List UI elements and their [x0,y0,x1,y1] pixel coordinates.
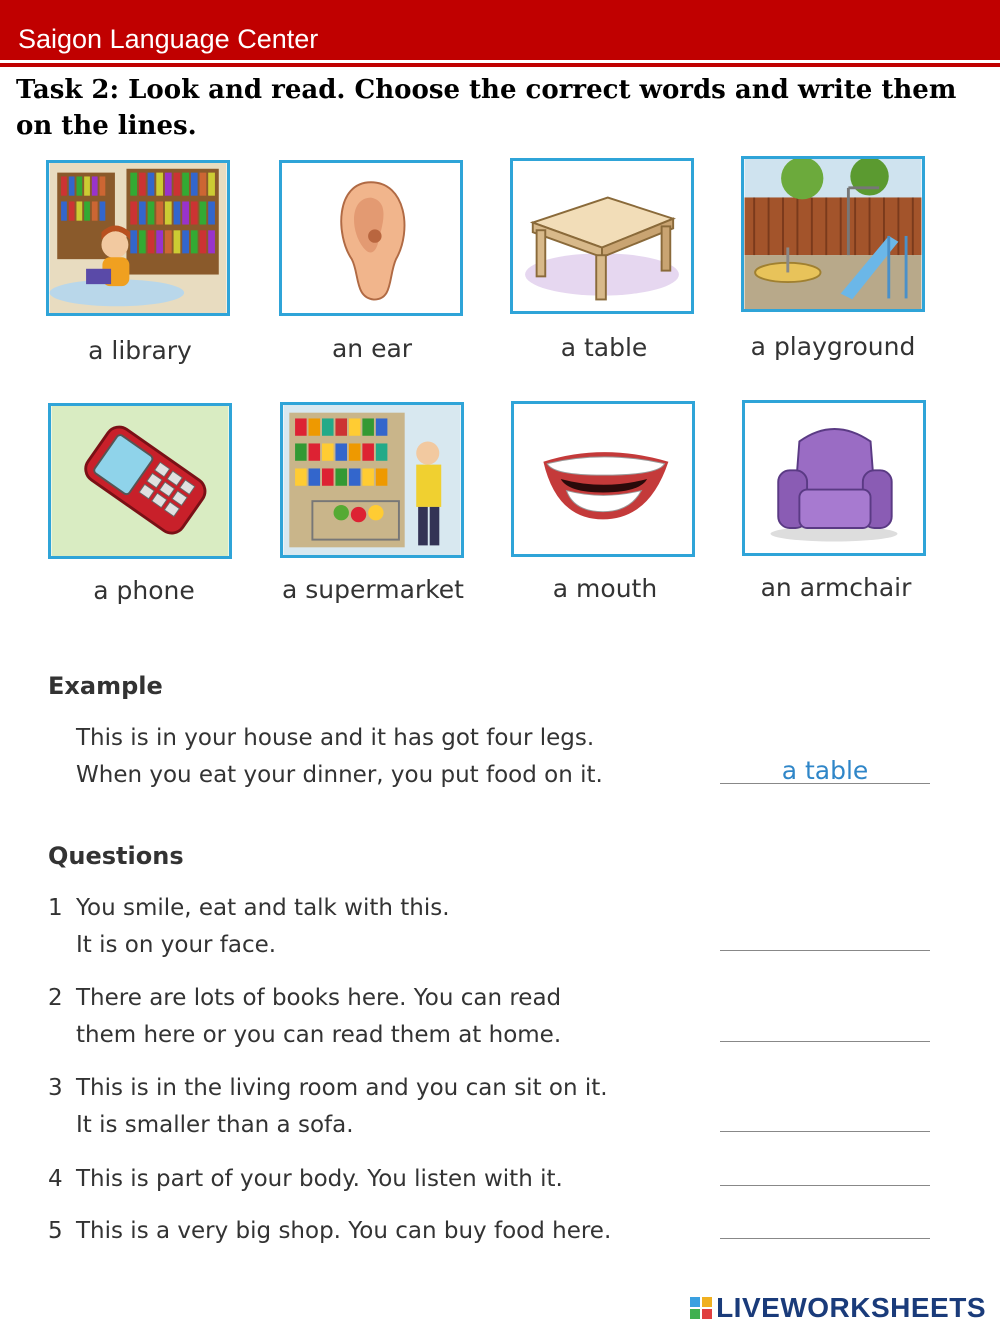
word-label-armchair: an armchair [760,573,912,602]
question-number: 5 [48,1218,63,1244]
question-5-line-1: This is a very big shop. You can buy food here. [76,1218,612,1244]
word-label-library: a library [88,336,192,365]
question-1-line-1: You smile, eat and talk with this. [76,895,450,921]
question-number: 1 [48,895,63,921]
questions-heading: Questions [48,842,184,870]
word-label-ear: an ear [331,334,413,363]
question-2-line-2: them here or you can read them at home. [76,1022,562,1048]
question-number: 2 [48,985,63,1011]
answer-line-2[interactable] [720,1041,930,1042]
task-title: Task 2: Look and read. Choose the correct words and write them on the lines. [16,75,957,141]
answer-line-4[interactable] [720,1185,930,1186]
question-2-line-1: There are lots of books here. You can read [76,985,562,1011]
mouth-icon [511,401,695,557]
question-number: 3 [48,1075,63,1101]
ear-icon [279,160,463,316]
answer-line-1[interactable] [720,950,930,951]
question-3-line-2: It is smaller than a sofa. [76,1112,354,1138]
header-divider [0,63,1000,67]
table-icon [510,158,694,314]
example-heading: Example [48,672,163,700]
library-icon [46,160,230,316]
example-line-1: This is in your house and it has got four legs. [76,725,595,751]
footer-brand[interactable] [690,1292,986,1324]
question-1-line-2: It is on your face. [76,932,277,958]
supermarket-icon [280,402,464,558]
example-answer-line [720,783,930,784]
liveworksheets-logo-icon [690,1297,712,1319]
example-answer: a table [781,756,869,785]
word-label-phone: a phone [93,576,195,605]
header-title: Saigon Language Center [18,24,319,54]
word-label-supermarket: a supermarket [282,575,464,604]
question-3-line-1: This is in the living room and you can sit on it. [76,1075,608,1101]
word-label-playground: a playground [750,332,916,361]
question-4-line-1: This is part of your body. You listen with it. [76,1166,563,1192]
phone-icon [48,403,232,559]
footer-brand-text: LIVEWORKSHEETS [716,1292,986,1323]
answer-line-3[interactable] [720,1131,930,1132]
word-label-mouth: a mouth [552,574,658,603]
word-label-table: a table [560,333,648,362]
question-number: 4 [48,1166,63,1192]
example-line-2: When you eat your dinner, you put food on it. [76,762,603,788]
playground-icon [741,156,925,312]
answer-line-5[interactable] [720,1238,930,1239]
armchair-icon [742,400,926,556]
